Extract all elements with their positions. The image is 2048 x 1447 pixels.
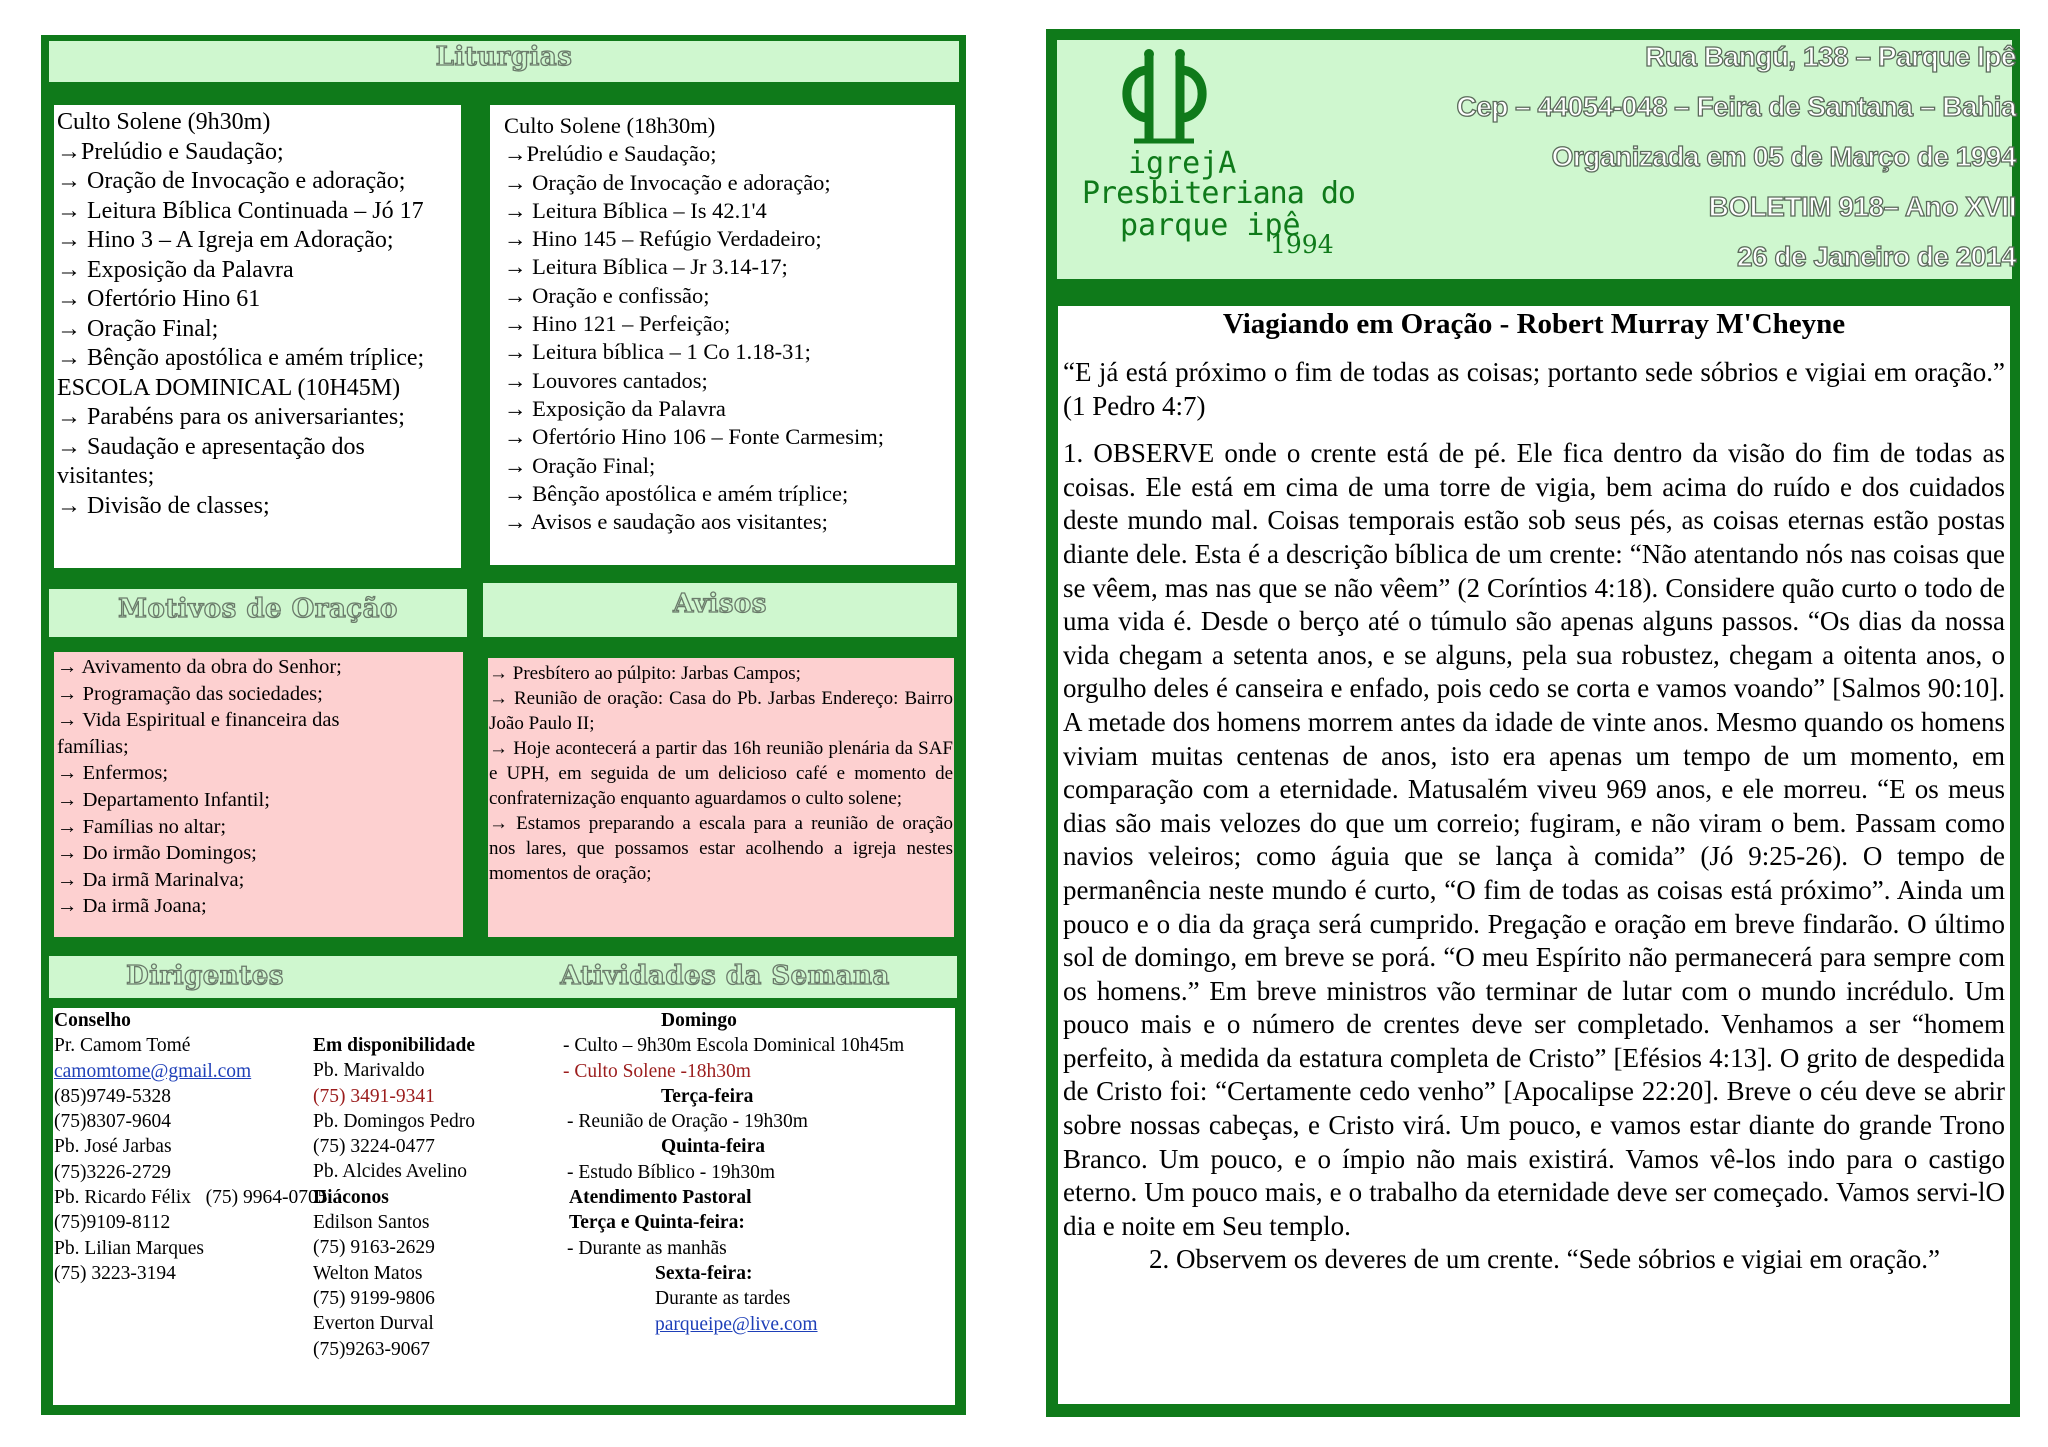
list-item: (75) 3224-0477	[313, 1136, 435, 1158]
list-item: → Leitura Bíblica – Jr 3.14-17;	[504, 254, 788, 280]
list-item: → Da irmã Joana;	[57, 895, 207, 918]
list-item: → Leitura Bíblica Continuada – Jó 17	[57, 197, 424, 224]
list-item: → Departamento Infantil;	[57, 788, 270, 811]
list-item: (75) 3491-9341	[313, 1085, 435, 1107]
list-item: → Presbítero ao púlpito: Jarbas Campos;	[489, 663, 801, 684]
day-heading: Quinta-feira	[661, 1136, 765, 1158]
logo-line-1: igrejA	[1128, 146, 1237, 181]
avisos-title: Avisos	[673, 589, 767, 619]
day-heading: Domingo	[661, 1010, 737, 1031]
list-item: → Saudação e apresentação dos visitantes;	[57, 433, 365, 489]
list-item: → Divisão de classes;	[57, 492, 270, 519]
motivos-panel	[54, 652, 463, 937]
article-paragraph: 1. OBSERVE onde o crente está de pé. Ele fica dentro da visão do fim de todas as coisas. Ele está em cima de uma torre de vigia, bem acima do ruído e dos cuidados deste mundo mal. Coisas temporais estão sob seus pés, as coisas eternas estão postas diante dele. Esta é a descrição bíblica de um crente: “Não atentando nós nas coisas que se vêem, mas nas que se não vêem” (2 Coríntios 4:18). Considere quão curto o todo de uma vida é. Desde o berço até o túmulo são apenas alguns passos. “Os dias da nossa vida chegam a setenta anos, e se alguns, pela sua robustez, chegam a oitenta anos, o orgulho deles é canseira e enfado, pois cedo se corta e vamos voando” [Salmos 90:10]. A metade dos homens morrem antes da idade de vinte anos. Mesmo quando os homens viviam muitas centenas de anos, isto era apenas um tempo de um momento, em comparação com a eternidade. Matusalém viveu 969 anos, e ele morreu. “E os meus dias são mais velozes do que um correio; fugiram, e não viram o bem. Passam como navios veleiros; como águia que se lança à comida” (Jó 9:25-26). O tempo de permanência neste mundo é curto, “O fim de todas as coisas está próximo”. Ainda um pouco e o dia da graça será cumprido. Pregação e oração em breve findarão. O último sol de domingo, em breve se porá. “O meu Espírito não permanecerá para sempre com os homens.” Em breve ministros vão terminar de lutar com o mundo incrédulo. Um pouco mais e o número de crentes deve ser completado. Venhamos a ser “homem perfeito, à medida da estatura completa de Cristo” [Efésios 4:13]. O grito de despedida de Cristo foi: “Certamente cedo venho” [Apocalipse 22:20]. Breve o céu deve se abrir sobre nossas cabeças, e Cristo virá. Um pouco, e vamos estar diante do grande Trono Branco. Um pouco, e o ímpio não mais existirá. Vamos vê-los indo para o castigo eterno. Um pouco mais, e o trabalho da eternidade deve ser começado. Vamos servi-lO dia e noite em Seu templo.	[1063, 438, 2005, 1241]
liturgia-morning-panel	[54, 105, 461, 568]
list-item: → Oração e confissão;	[504, 282, 710, 308]
avisos-list	[489, 661, 953, 886]
article-body	[1063, 356, 2005, 1277]
dirigentes-title: Dirigentes	[126, 961, 284, 991]
atividades-title: Atividades da Semana	[560, 961, 890, 991]
list-item: - Culto Solene -18h30m	[563, 1060, 751, 1082]
list-item: → Hino 145 – Refúgio Verdadeiro;	[504, 226, 822, 252]
logo-line-2: Presbiteriana do	[1082, 176, 1355, 211]
liturgia-evening-list	[504, 112, 954, 536]
list-item: - Culto – 9h30m Escola Dominical 10h45m	[563, 1035, 905, 1057]
logo-line-3: parque ipê	[1120, 208, 1301, 243]
list-item: - Estudo Bíblico - 19h30m	[567, 1161, 775, 1183]
list-item: → Exposição da Palavra	[57, 256, 294, 283]
list-item: Pb. Alcides Avelino	[313, 1161, 468, 1183]
dirigentes-panel	[53, 1008, 955, 1405]
header-cep: Cep – 44054-048 – Feira de Santana – Bahia	[1456, 91, 2016, 122]
list-item: Pb. José Jarbas	[54, 1136, 172, 1158]
list-item: → Bênção apostólica e amém tríplice;	[504, 480, 849, 506]
list-item: Pr. Camom Tomé	[54, 1035, 191, 1057]
day-heading: Terça e Quinta-feira:	[569, 1212, 745, 1234]
list-item: Welton Matos	[313, 1262, 423, 1284]
list-item: → Oração Final;	[57, 315, 219, 342]
list-item: → Oração de Invocação e adoração;	[57, 168, 406, 194]
list-item: → Famílias no altar;	[57, 815, 227, 838]
list-item: ESCOLA DOMINICAL (10H45M)	[57, 374, 401, 401]
list-item: → Programação das sociedades;	[57, 682, 323, 705]
list-item: → Oração Final;	[504, 452, 656, 478]
conselho-email-link[interactable]: camomtome@gmail.com	[54, 1060, 252, 1082]
avisos-panel	[488, 658, 954, 937]
list-item: (75)8307-9604	[54, 1111, 171, 1133]
header-bulletin: BOLETIM 918– Ano XVII	[1708, 191, 2016, 222]
list-item: →Prelúdio e Saudação;	[57, 138, 284, 165]
list-item: → Leitura Bíblica – Is 42.1'4	[504, 197, 767, 223]
list-item: Pb. Lilian Marques	[54, 1237, 205, 1259]
logo-year: 1994	[1270, 230, 1334, 259]
list-item: → Parabéns para os aniversariantes;	[57, 404, 405, 430]
list-item: - Reunião de Oração - 19h30m	[567, 1111, 808, 1133]
liturgia-evening-panel	[490, 105, 955, 565]
list-item: (75) 3223-3194	[54, 1262, 176, 1284]
list-item: (85)9749-5328	[54, 1085, 171, 1107]
list-item: Pb. Marivaldo	[313, 1060, 425, 1082]
list-item: → Enfermos;	[57, 762, 169, 785]
list-item: → Avisos e saudação aos visitantes;	[504, 509, 828, 535]
liturgias-title: Liturgias	[435, 42, 573, 72]
header-founded: Organizada em 05 de Março de 1994	[1551, 141, 2016, 172]
header-date: 26 de Janeiro de 2014	[1736, 241, 2016, 272]
header-address: Rua Bangú, 138 – Parque Ipê	[1645, 41, 2016, 72]
list-item: (75)9263-9067	[313, 1338, 430, 1360]
article-point-2: 2. Observem os deveres de um crente. “Sede sóbrios e vigiai em oração.”	[1149, 1244, 1940, 1275]
list-item: → Do irmão Domingos;	[57, 842, 257, 865]
list-item: Pb. Domingos Pedro	[313, 1110, 475, 1132]
liturgia-morning-list	[57, 108, 459, 521]
list-item: → Vida Espiritual e financeira das famílias;	[57, 709, 340, 758]
list-item: → Avivamento da obra do Senhor;	[57, 656, 342, 678]
list-item: Edilson Santos	[313, 1212, 430, 1234]
list-item: → Oração de Invocação e adoração;	[504, 169, 831, 195]
liturgia-evening-heading: Culto Solene (18h30m)	[504, 113, 716, 138]
list-item: → Exposição da Palavra	[504, 395, 726, 421]
atividades-column	[563, 1008, 955, 1337]
list-item: (75) 9199-9806	[313, 1287, 435, 1309]
motivos-list	[57, 654, 385, 920]
list-item: → Hoje acontecerá a partir das 16h reunião plenária da SAF e UPH, em seguida de um delicioso café e momento de confraternização enquanto aguardamos o culto solene;	[489, 738, 953, 809]
list-item: (75)3226-2729	[54, 1161, 171, 1183]
list-item: Durante as tardes	[655, 1288, 791, 1310]
list-item: → Louvores cantados;	[504, 367, 708, 393]
disponibilidade-column	[313, 1033, 543, 1362]
list-item: → Ofertório Hino 106 – Fonte Carmesim;	[504, 424, 884, 450]
list-item: (75) 9163-2629	[313, 1237, 435, 1259]
list-item: → Leitura bíblica – 1 Co 1.18-31;	[504, 339, 811, 365]
list-item: (75)9109-8112	[54, 1212, 171, 1234]
list-item: →Prelúdio e Saudação;	[504, 141, 717, 167]
day-heading: Sexta-feira:	[655, 1262, 753, 1284]
list-item: - Durante as manhãs	[567, 1237, 727, 1259]
conselho-label: Conselho	[54, 1010, 131, 1031]
list-item: → Hino 121 – Perfeição;	[504, 311, 731, 337]
list-item: → Da irmã Marinalva;	[57, 868, 245, 891]
list-item: → Bênção apostólica e amém tríplice;	[57, 345, 425, 371]
liturgia-morning-heading: Culto Solene (9h30m)	[57, 109, 271, 135]
diaconos-label: Diáconos	[313, 1186, 389, 1208]
list-item: → Estamos preparando a escala para a reunião de oração nos lares, que possamos estar acolhendo a igreja nestes momentos de oração;	[489, 813, 953, 884]
list-item: Everton Durval	[313, 1313, 434, 1335]
disponibilidade-label: Em disponibilidade	[313, 1035, 476, 1056]
list-item: → Hino 3 – A Igreja em Adoração;	[57, 227, 394, 253]
church-logo	[1082, 48, 1362, 263]
conselho-column	[54, 1008, 354, 1286]
atendimento-heading: Atendimento Pastoral	[569, 1187, 752, 1209]
list-item: → Ofertório Hino 61	[57, 286, 261, 312]
list-item: Pb. Ricardo Félix (75) 9964-0705	[54, 1187, 328, 1209]
motivos-title: Motivos de Oração	[118, 594, 398, 624]
article-verse: “E já está próximo o fim de todas as coisas; portanto sede sóbrios e vigiai em oração.” (1 Pedro 4:7)	[1063, 357, 2005, 421]
list-item: → Reunião de oração: Casa do Pb. Jarbas Endereço: Bairro João Paulo II;	[489, 688, 953, 734]
article-title: Viagiando em Oração - Robert Murray M'Cheyne	[1222, 308, 1846, 340]
church-email-link[interactable]: parqueipe@live.com	[655, 1313, 818, 1335]
day-heading: Terça-feira	[661, 1085, 754, 1107]
